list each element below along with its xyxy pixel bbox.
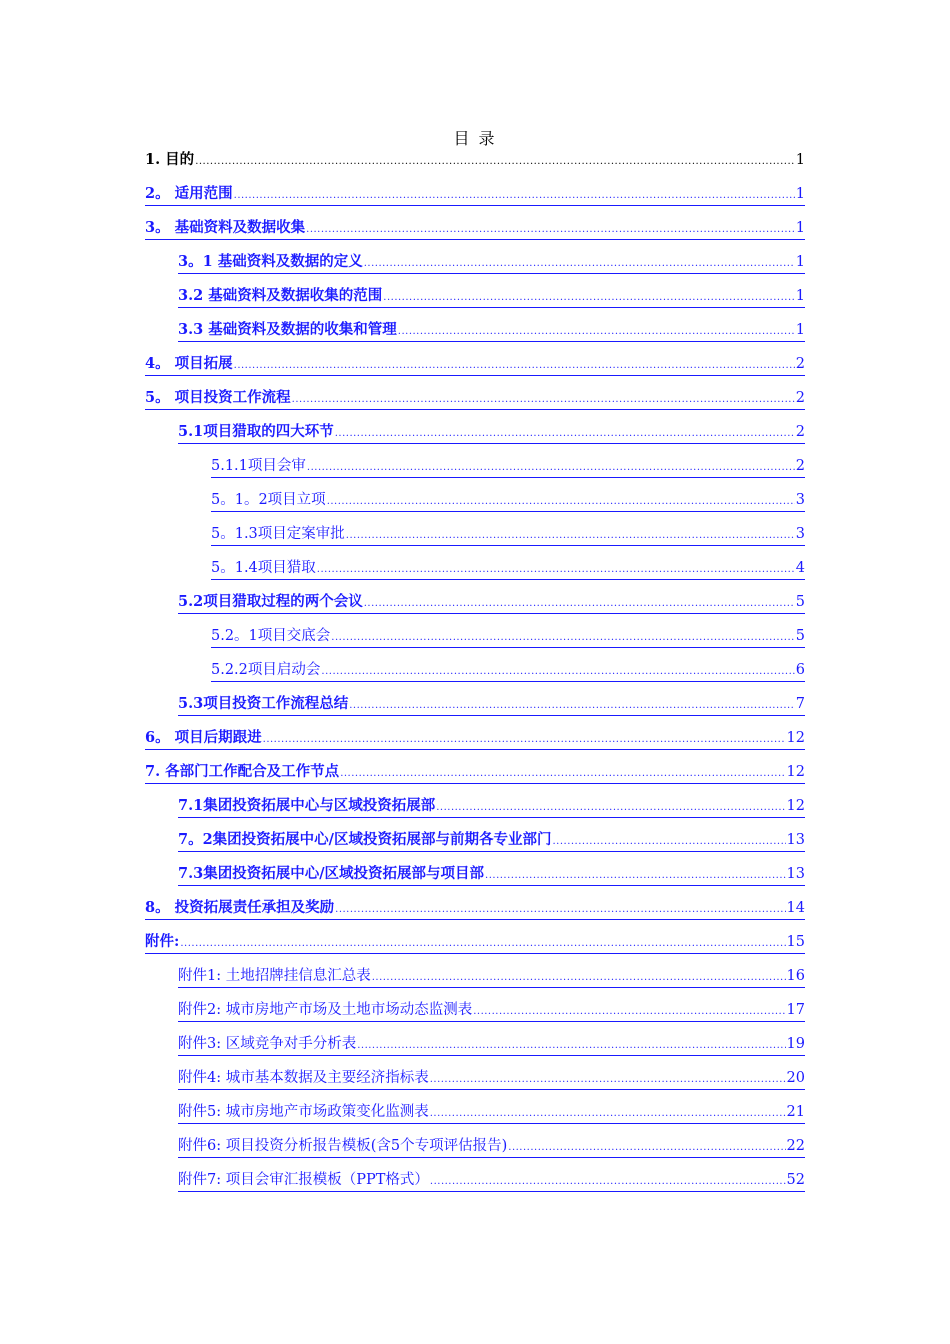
toc-page-number: 5 xyxy=(795,594,805,610)
toc-page-number: 7 xyxy=(795,696,805,712)
toc-entry-5-2-1[interactable] xyxy=(211,625,805,648)
toc-entry-3-1[interactable] xyxy=(178,251,805,274)
toc-entry-label: 5。1.3项目定案审批 xyxy=(211,526,345,542)
toc-page-number: 5 xyxy=(795,628,805,644)
toc-entry-appendix-2[interactable] xyxy=(178,999,805,1022)
toc-page-number: 52 xyxy=(786,1172,805,1188)
dot-leader xyxy=(364,593,795,615)
toc-page-number: 20 xyxy=(786,1070,805,1086)
dot-leader xyxy=(180,933,785,955)
toc-page-number: 21 xyxy=(786,1104,805,1120)
toc-entry-label: 3。 基础资料及数据收集 xyxy=(145,219,306,236)
toc-page-number: 1 xyxy=(795,220,805,236)
toc-entry-label: 7.3集团投资拓展中心/区域投资拓展部与项目部 xyxy=(178,865,485,882)
toc-entry-label: 附件3: 区域竞争对手分析表 xyxy=(178,1036,357,1052)
dot-leader xyxy=(195,151,795,173)
toc-page-number: 1 xyxy=(795,288,805,304)
dot-leader xyxy=(398,321,795,343)
dot-leader xyxy=(364,253,795,275)
dot-leader xyxy=(346,525,795,547)
dot-leader xyxy=(331,627,794,649)
toc-entry-3-3[interactable] xyxy=(178,319,805,342)
toc-entry-6[interactable] xyxy=(145,727,805,750)
toc-entry-label: 1. 目的 xyxy=(145,151,195,168)
dot-leader xyxy=(485,865,786,887)
dot-leader xyxy=(430,1171,786,1193)
toc-entry-label: 5.3项目投资工作流程总结 xyxy=(178,695,349,712)
toc-page-number: 16 xyxy=(786,968,805,984)
toc-entry-1 xyxy=(145,149,805,171)
toc-entry-label: 附件7: 项目会审汇报模板（PPT格式） xyxy=(178,1172,429,1188)
dot-leader xyxy=(357,1035,785,1057)
dot-leader xyxy=(473,1001,785,1023)
dot-leader xyxy=(335,899,785,921)
toc-entry-appendix-5[interactable] xyxy=(178,1101,805,1124)
toc-entry-label: 7.1集团投资拓展中心与区域投资拓展部 xyxy=(178,797,436,814)
toc-entry-5-1-4[interactable] xyxy=(211,557,805,580)
dot-leader xyxy=(307,457,795,479)
toc-entry-7[interactable] xyxy=(145,761,805,784)
toc-entry-label: 3。1 基础资料及数据的定义 xyxy=(178,253,363,270)
toc-entry-5-1-3[interactable] xyxy=(211,523,805,546)
toc-entry-appendix-3[interactable] xyxy=(178,1033,805,1056)
toc-entry-label: 5.2。1项目交底会 xyxy=(211,628,331,644)
toc-page-number: 15 xyxy=(786,934,805,950)
toc-page-number: 1 xyxy=(795,152,805,168)
toc-page-number: 3 xyxy=(795,526,805,542)
toc-page-number: 2 xyxy=(795,424,805,440)
toc-page-number: 2 xyxy=(795,458,805,474)
toc-page-number: 1 xyxy=(795,254,805,270)
toc-entry-label: 5。1。2项目立项 xyxy=(211,492,326,508)
dot-leader xyxy=(306,219,795,241)
toc-entry-label: 附件2: 城市房地产市场及土地市场动态监测表 xyxy=(178,1002,473,1018)
toc-entry-4[interactable] xyxy=(145,353,805,376)
toc-entry-label: 5.2.2项目启动会 xyxy=(211,662,321,678)
toc-entry-7-1[interactable] xyxy=(178,795,805,818)
dot-leader xyxy=(292,389,795,411)
toc-entry-5-2[interactable] xyxy=(178,591,805,614)
toc-entry-5-1-1[interactable] xyxy=(211,455,805,478)
dot-leader xyxy=(430,1069,786,1091)
toc-entry-label: 5.1项目猎取的四大环节 xyxy=(178,423,334,440)
toc-entry-7-3[interactable] xyxy=(178,863,805,886)
toc-entry-label: 5。1.4项目猎取 xyxy=(211,560,316,576)
toc-entry-label: 附件: xyxy=(145,933,180,950)
toc-page-number: 2 xyxy=(795,356,805,372)
toc-page-number: 22 xyxy=(786,1138,805,1154)
toc-entry-appendix-1[interactable] xyxy=(178,965,805,988)
toc-entry-5-1[interactable] xyxy=(178,421,805,444)
toc-page-number: 4 xyxy=(795,560,805,576)
toc-entry-appendix[interactable] xyxy=(145,931,805,954)
toc-entry-3[interactable] xyxy=(145,217,805,240)
dot-leader xyxy=(335,423,795,445)
dot-leader xyxy=(263,729,786,751)
dot-leader xyxy=(383,287,794,309)
toc-entry-label: 附件4: 城市基本数据及主要经济指标表 xyxy=(178,1070,429,1086)
dot-leader xyxy=(321,661,794,683)
toc-entry-label: 3.2 基础资料及数据收集的范围 xyxy=(178,287,383,304)
toc-page-number: 12 xyxy=(786,764,805,780)
dot-leader xyxy=(436,797,785,819)
dot-leader xyxy=(372,967,786,989)
toc-page-number: 14 xyxy=(786,900,805,916)
toc-entry-appendix-6[interactable] xyxy=(178,1135,805,1158)
toc-entry-label: 2。 适用范围 xyxy=(145,185,233,202)
toc-page-number: 1 xyxy=(795,322,805,338)
toc-entry-label: 6。 项目后期跟进 xyxy=(145,729,262,746)
toc-page-number: 3 xyxy=(795,492,805,508)
dot-leader xyxy=(234,185,795,207)
dot-leader xyxy=(340,763,785,785)
toc-entry-label: 5。 项目投资工作流程 xyxy=(145,389,291,406)
toc-page-number: 12 xyxy=(786,798,805,814)
toc-entry-5[interactable] xyxy=(145,387,805,410)
dot-leader xyxy=(349,695,795,717)
dot-leader xyxy=(327,491,795,513)
toc-page-number: 17 xyxy=(786,1002,805,1018)
toc-page-number: 13 xyxy=(786,832,805,848)
toc-entry-label: 3.3 基础资料及数据的收集和管理 xyxy=(178,321,397,338)
dot-leader xyxy=(508,1137,785,1159)
toc-page-number: 2 xyxy=(795,390,805,406)
toc-page-number: 6 xyxy=(795,662,805,678)
toc-entry-label: 附件1: 土地招牌挂信息汇总表 xyxy=(178,968,371,984)
dot-leader xyxy=(430,1103,786,1125)
toc-entry-label: 附件5: 城市房地产市场政策变化监测表 xyxy=(178,1104,429,1120)
toc-entry-label: 7. 各部门工作配合及工作节点 xyxy=(145,763,340,780)
toc-entry-label: 7。2集团投资拓展中心/区域投资拓展部与前期各专业部门 xyxy=(178,831,552,848)
toc-page-number: 19 xyxy=(786,1036,805,1052)
dot-leader xyxy=(317,559,795,581)
toc-entry-7-2[interactable] xyxy=(178,829,805,852)
toc-entry-2[interactable] xyxy=(145,183,805,206)
toc-entry-label: 5.2项目猎取过程的两个会议 xyxy=(178,593,363,610)
toc-title: 目 录 xyxy=(453,129,497,148)
toc-page-number: 1 xyxy=(795,186,805,202)
toc-entry-3-2[interactable] xyxy=(178,285,805,308)
dot-leader xyxy=(234,355,795,377)
toc-entry-label: 5.1.1项目会审 xyxy=(211,458,306,474)
toc-entry-appendix-4[interactable] xyxy=(178,1067,805,1090)
toc-page-number: 13 xyxy=(786,866,805,882)
toc-entry-5-2-2[interactable] xyxy=(211,659,805,682)
toc-entry-label: 附件6: 项目投资分析报告模板(含5个专项评估报告) xyxy=(178,1138,508,1154)
toc-page-number: 12 xyxy=(786,730,805,746)
toc-entry-5-1-2[interactable] xyxy=(211,489,805,512)
toc-entry-appendix-7[interactable] xyxy=(178,1169,805,1192)
toc-entry-label: 8。 投资拓展责任承担及奖励 xyxy=(145,899,335,916)
toc-entry-5-3[interactable] xyxy=(178,693,805,716)
toc-entry-label: 4。 项目拓展 xyxy=(145,355,233,372)
dot-leader xyxy=(552,831,785,853)
toc-entry-8[interactable] xyxy=(145,897,805,920)
